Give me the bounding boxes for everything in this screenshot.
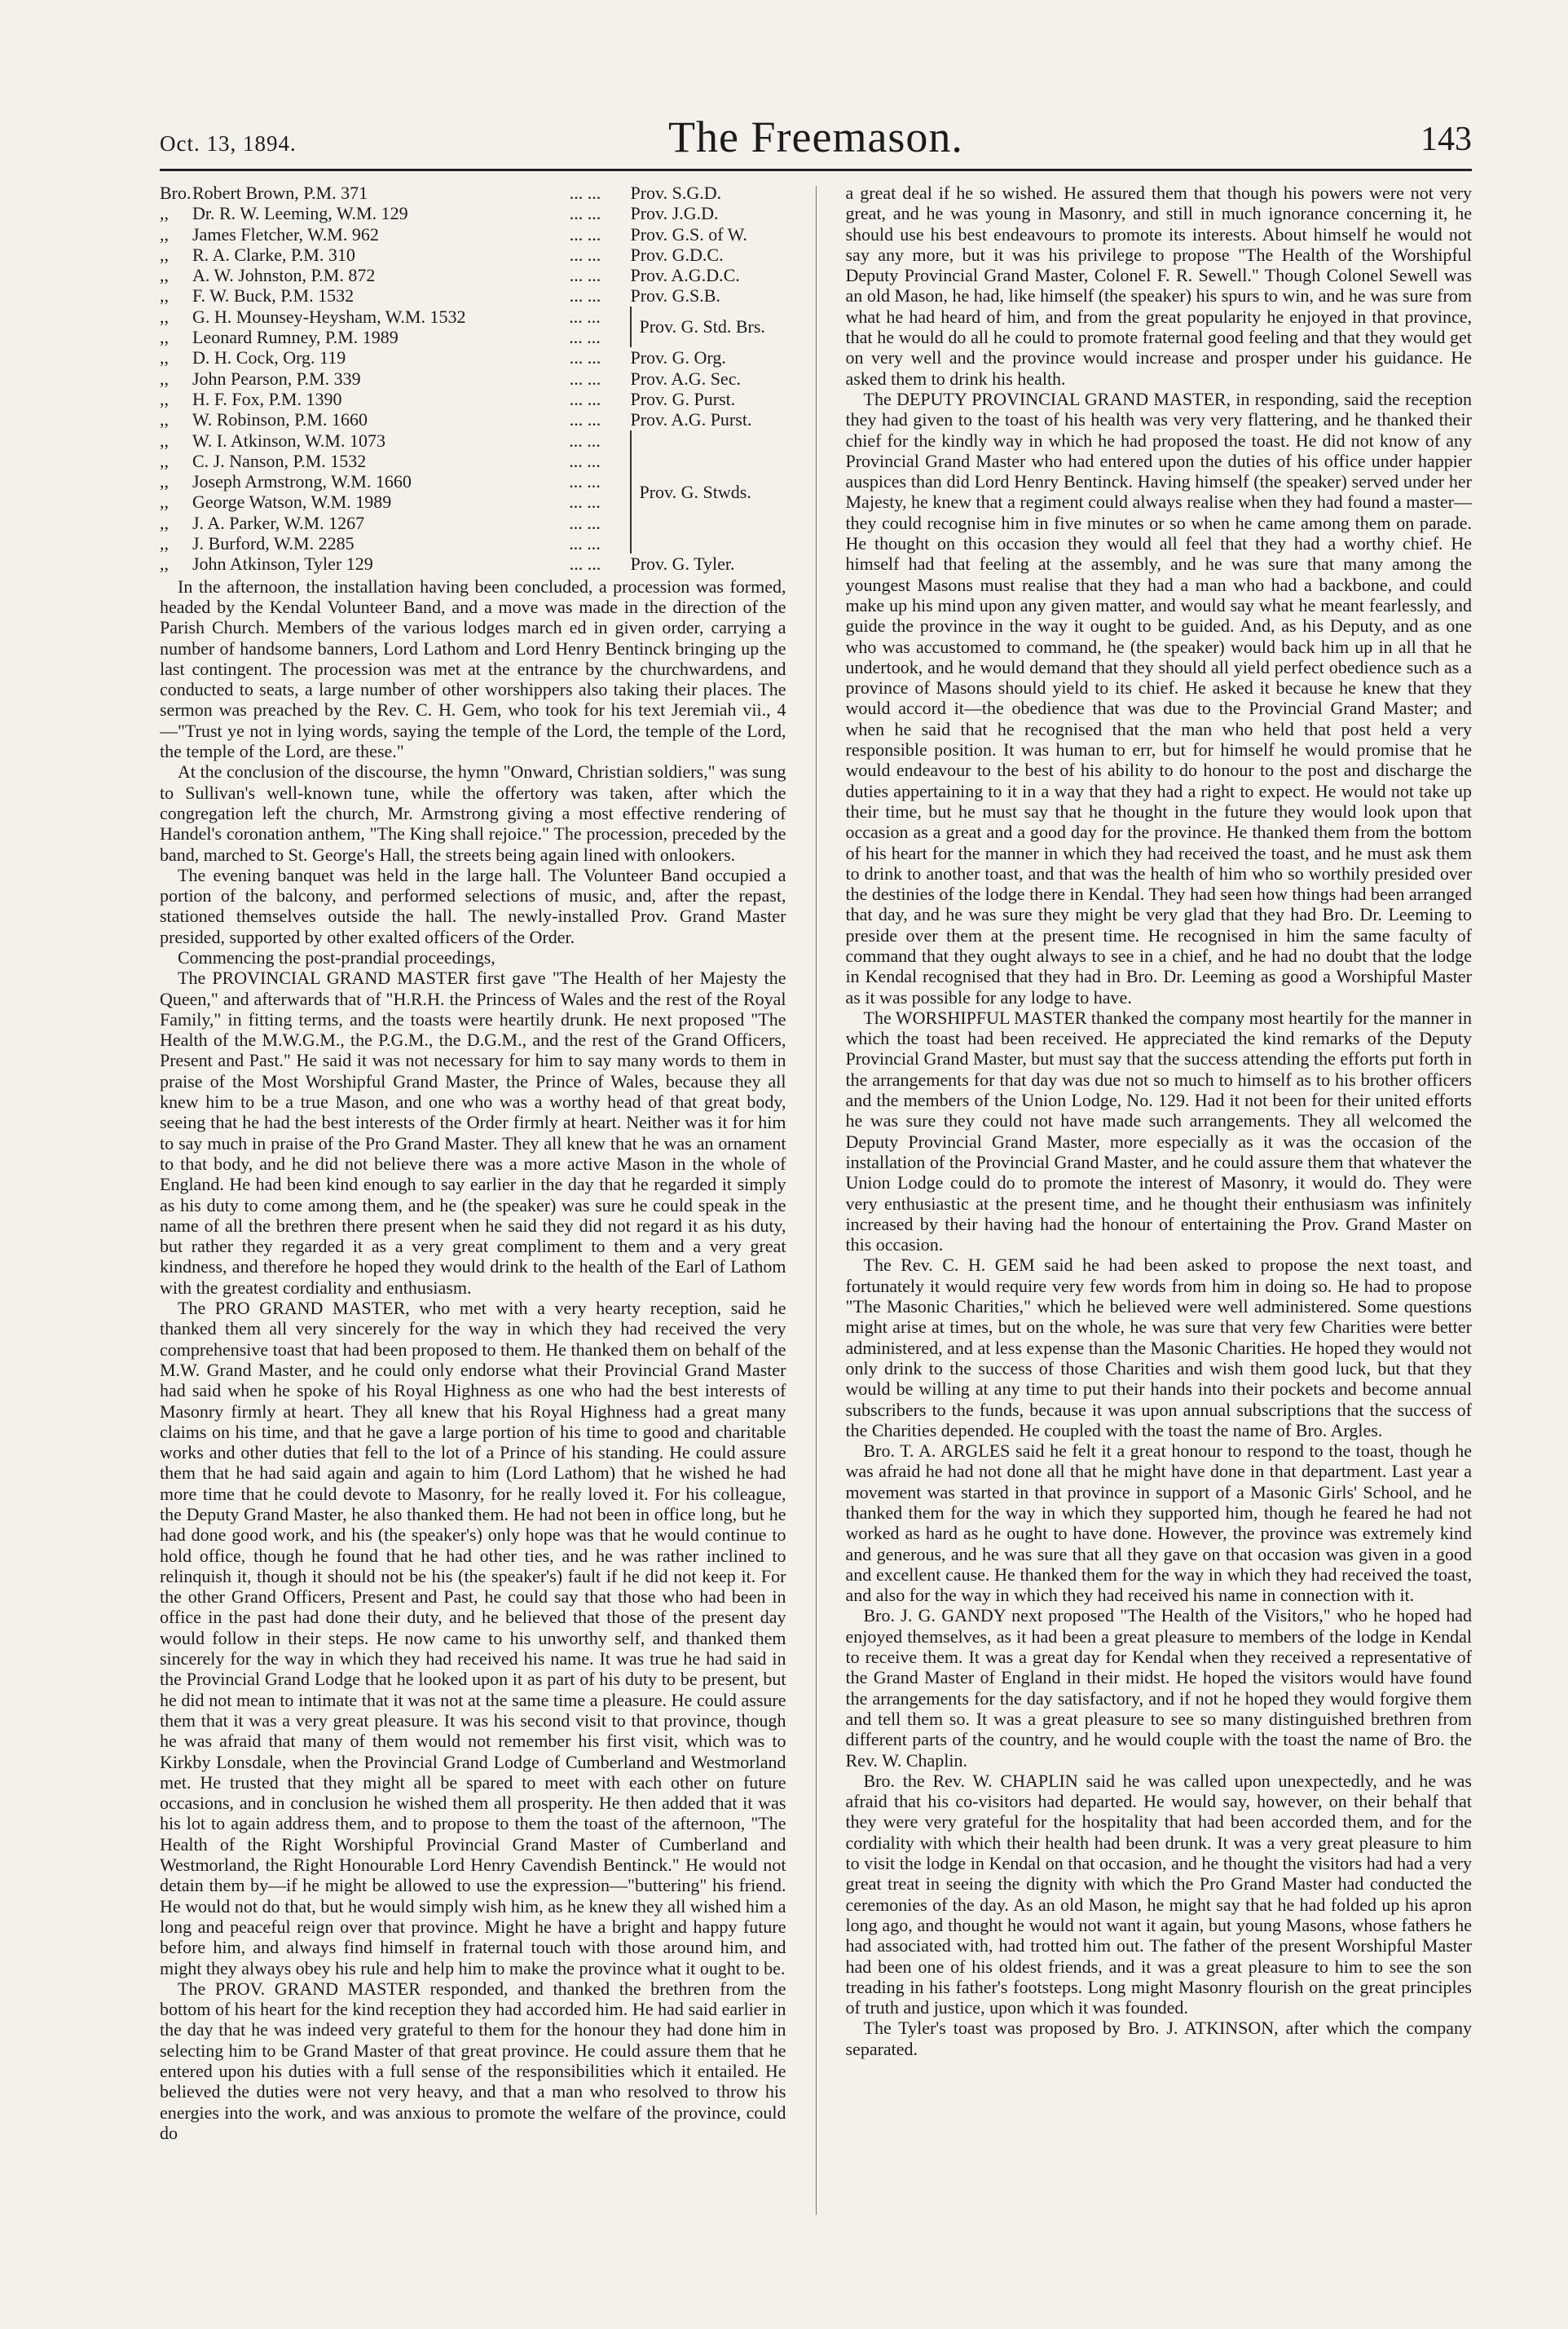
newspaper-title: The Freemason. — [668, 112, 963, 161]
issue-date: Oct. 13, 1894. — [160, 131, 297, 156]
officer-prefix: ,, — [160, 430, 169, 451]
article-paragraph: The Rev. C. H. GEM said he had been asked to propose the next toast, and fortunately it would require very few words from him in doing so. He had to propose "The Masonic Charities," which he believed were well administered. Some questions might arise at times, but on the whole, he was sure that very few Charities were better administered, and at less expense than the Masonic Charities. He hoped they would not only drink to the success of those Charities and wish them good luck, but that they would be willing at any time to put their hands into their pockets and become annual subscribers to the funds, because it was upon annual subscriptions that the success of the Charities depended. He coupled with the toast the name of Bro. Argles. — [845, 1255, 1472, 1440]
officer-prefix: ,, — [160, 244, 169, 265]
officer-prefix: ,, — [160, 471, 169, 492]
article-paragraph: Bro. the Rev. W. CHAPLIN said he was called upon unexpectedly, and he was afraid that his co-visitors had departed. He would say, however, on their behalf that they were very grateful for the hospitality that had been accorded them, and for the cordiality with which their health had been drunk. It was a very great pleasure to him to visit the lodge in Kendal on that occasion, and he thought the visitors had had a very great treat in seeing the dignity with which the Pro Grand Master had conducted the ceremonies of the day. As an old Mason, he might say that he had folded up his apron long ago, and thought he would not want it again, but young Masons, whose fathers he had associated with, had trotted him out. The father of the present Worshipful Master had been one of his oldest friends, and it was a great pleasure to him to see the son treading in his father's footsteps. Long might Masonry flourish on the great principles of truth and justice, upon which it was founded. — [845, 1770, 1472, 2018]
officer-name: George Watson, W.M. 1989 — [192, 492, 392, 513]
leader-dots: ... ... — [569, 244, 601, 265]
article-paragraph: The Tyler's toast was proposed by Bro. J. ATKINSON, after which the company separated. — [845, 2018, 1472, 2059]
officer-office: Prov. G. Std. Brs. — [631, 307, 786, 348]
article-paragraph: The PROV. GRAND MASTER responded, and thanked the brethren from the bottom of his heart for the kind reception they had accorded him. He had said earlier in the day that he was indeed very grateful to them for the honour they had done him in selecting him to be Grand Master of that great province. He could assure them that he entered upon his duties with a full sense of the responsibilities which it entailed. He believed the duties were not very heavy, and that a man who resolved to throw his energies into the work, and was anxious to promote the welfare of the province, could do — [160, 1978, 786, 2143]
officer-office: Prov. G. Purst. — [630, 388, 736, 409]
officer-prefix: ,, — [160, 450, 169, 471]
officer-name: D. H. Cock, Org. 119 — [192, 347, 346, 368]
officer-prefix: ,, — [160, 512, 169, 533]
officer-name: W. I. Atkinson, W.M. 1073 — [192, 430, 385, 451]
officer-office: Prov. A.G.D.C. — [630, 265, 740, 286]
officer-prefix: ,, — [160, 223, 169, 245]
officer-office: Prov. A.G. Purst. — [630, 409, 752, 430]
officer-office: Prov. G.D.C. — [630, 244, 724, 265]
leader-dots: ... ... — [569, 368, 601, 389]
leader-dots: ... ... — [569, 347, 601, 368]
officer-name: F. W. Buck, P.M. 1532 — [192, 285, 355, 307]
article-paragraph: The PROVINCIAL GRAND MASTER first gave "The Health of her Majesty the Queen," and afterwards that of "H.R.H. the Princess of Wales and the rest of the Royal Family," in fitting terms, and the toasts were heartily drunk. He next proposed "The Health of the M.W.G.M., the P.G.M., the D.G.M., and the rest of the Grand Officers, Present and Past." He said it was not necessary for him to say many words to them in praise of the Most Worshipful Grand Master, the Prince of Wales, because they all knew him to be a true Mason, and one who was a worthy head of that great body, seeing that he had the best interests of the Order firmly at heart. Neither was it for him to say much in praise of the Pro Grand Master. They all knew that he was an ornament to that body, and he did not believe there was a more active Mason in the whole of England. He had been kind enough to say earlier in the day that he regarded it simply as his duty to come among them, and he (the speaker) was sure he could speak in the name of all the brethren there present when he said they did not regard it as his duty, but rather they regarded it as a very great compliment to them and a very great kindness, and therefore he hoped they would drink to the health of the Earl of Lathom with the greatest cordiality and enthusiasm. — [160, 968, 786, 1298]
officer-row — [160, 409, 786, 430]
leader-dots: ... ... — [569, 223, 601, 245]
leader-dots: ... ... — [569, 554, 601, 575]
officers-table — [160, 183, 786, 575]
masthead — [160, 110, 1472, 167]
officer-name: James Fletcher, W.M. 962 — [192, 223, 379, 245]
officer-prefix: ,, — [160, 285, 169, 307]
officer-name: H. F. Fox, P.M. 1390 — [192, 388, 342, 409]
officer-prefix: ,, — [160, 409, 169, 430]
officer-name: John Pearson, P.M. 339 — [192, 368, 361, 389]
officer-name: J. Burford, W.M. 2285 — [192, 533, 355, 554]
officer-row — [160, 368, 786, 389]
officer-name: Dr. R. W. Leeming, W.M. 129 — [192, 203, 408, 224]
officer-prefix: ,, — [160, 347, 169, 368]
leader-dots: ... ... — [569, 430, 601, 451]
officer-row — [160, 203, 786, 223]
officer-row — [160, 265, 786, 285]
article-paragraph: The DEPUTY PROVINCIAL GRAND MASTER, in responding, said the reception they had given to the toast of his health was very very flattering, and he thanked their chief for the kindly way in which he had proposed the toast. He did not know of any Provincial Grand Master who had entered upon the duties of his office under happier auspices than did Lord Henry Bentinck. Having himself (the speaker) served under her Majesty, he knew that a regiment could always realise when they had found a master—they could recognise him in five minutes or so when he came among them on parade. He thought on this occasion they would all feel that they had a worthy chief. He himself had that feeling at the assembly, and he was sure that many among the youngest Masons must realise that they had a man who had a backbone, and could make up his mind upon any given matter, and would say what he meant fearlessly, and guide the province in the way it ought to be guided. And, as his Deputy, and as one who was accustomed to command, he (the speaker) would back him up in all that he undertook, and he would demand that they should all yield perfect obedience such as a province of Masons should yield to its chief. He asked it because he knew that they would accord it—the obedience that was due to the Provincial Grand Master; and when he said that he recognised that the man who held that post held a very responsible position. It was human to err, but for himself he would promise that he would endeavour to the best of his ability to do honour to the post and discharge the duties appertaining to it in a way that they had a right to expect. He would not take up their time, but he must say that he thought in the future they would look upon that occasion as a great and a good day for the province. He thanked them from the bottom of his heart for the manner in which they had received the toast, and he must ask them to drink to another toast, and that was the health of him who so worthily presided over the destinies of the lodge there in Kendal. They had seen how things had been arranged that day, and he was sure they might be very glad that they had Bro. Dr. Leeming to preside over them at the present time. He recognised in him the same faculty of command that they ought always to see in a chief, and he had no doubt that the lodge in Kendal recognised that they had in Bro. Dr. Leeming as good a Worshipful Master as it was possible for any lodge to have. — [845, 388, 1472, 1008]
officer-name: C. J. Nanson, P.M. 1532 — [192, 450, 367, 471]
leader-dots: ... ... — [569, 471, 601, 492]
officer-row — [160, 347, 786, 368]
officer-prefix: ,, — [160, 368, 169, 389]
officer-row — [160, 554, 786, 574]
officer-office: Prov. G.S. of W. — [630, 223, 747, 245]
officer-row — [160, 389, 786, 409]
article-paragraph: Commencing the post-prandial proceedings, — [178, 946, 496, 968]
officer-name: A. W. Johnston, P.M. 872 — [192, 265, 376, 286]
officer-row — [160, 245, 786, 265]
officer-office: Prov. J.G.D. — [630, 203, 719, 224]
leader-dots: ... ... — [569, 533, 601, 554]
column-divider — [816, 186, 817, 2215]
article-paragraph: a great deal if he so wished. He assured them that though his powers were not very great, and he was young in Masonry, and still in much ignorance concerning it, he should use his best endeavours to promote its interests. About himself he would not say any more, but it was his privilege to propose "The Health of the Worshipful Deputy Provincial Grand Master, Colonel F. R. Sewell." Though Colonel Sewell was an old Mason, he had, like himself (the speaker) his spurs to win, and he was sure from what he had heard of him, and from the great popularity he enjoyed in that province, that he would do all he could to promote fraternal good feeling and that they would get on very well and the province would increase and prosper under his guidance. He asked them to drink his health. — [845, 183, 1472, 389]
leader-dots: ... ... — [569, 306, 601, 327]
officer-row — [160, 285, 786, 306]
officer-prefix: ,, — [160, 533, 169, 554]
officer-office: Prov. G. Stwds. — [631, 430, 786, 554]
officer-name: W. Robinson, P.M. 1660 — [192, 409, 368, 430]
masthead-rule — [160, 169, 1472, 171]
officer-prefix: ,, — [160, 492, 169, 513]
leader-dots: ... ... — [569, 265, 601, 286]
officer-prefix: ,, — [160, 327, 169, 348]
officer-name: John Atkinson, Tyler 129 — [192, 554, 373, 575]
officer-office: Prov. G. Tyler. — [630, 554, 735, 575]
article-paragraph: At the conclusion of the discourse, the hymn "Onward, Christian soldiers," was sung to Sullivan's well-known tune, while the offertory was taken, after which the congregation left the church, Mr. Armstrong giving a most effective rendering of Handel's coronation anthem, "The King shall rejoice." The procession, preceded by the band, marched to St. George's Hall, the streets being again lined with onlookers. — [160, 761, 786, 865]
officer-office: Prov. A.G. Sec. — [630, 368, 741, 389]
page-number: 143 — [1420, 121, 1472, 158]
left-column — [160, 183, 786, 2280]
leader-dots: ... ... — [569, 327, 601, 348]
officer-prefix: ,, — [160, 265, 169, 286]
officer-prefix: ,, — [160, 203, 169, 224]
officer-office: Prov. G.S.B. — [630, 285, 720, 307]
leader-dots: ... ... — [569, 492, 601, 513]
officer-name: G. H. Mounsey-Heysham, W.M. 1532 — [192, 306, 466, 327]
article-paragraph: The WORSHIPFUL MASTER thanked the company most heartily for the manner in which the toast had been received. He appreciated the kind remarks of the Deputy Provincial Grand Master, but must say that the success attending the efforts put forth in the arrangements for that day was due not so much to himself as to his brother officers and the members of the Union Lodge, No. 129. Had it not been for their united efforts he was sure they could not have made such arrangements. They all welcomed the Deputy Provincial Grand Master, more especially as it was the occasion of the installation of the Provincial Grand Master, and he could assure them that whatever the Union Lodge could do to promote the interest of Masonry, it would do. They were very enthusiastic at the present time, and he thought their enthusiasm was infinitely increased by their having had the honour of entertaining the Prov. Grand Master on this occasion. — [845, 1007, 1472, 1255]
officer-name: Joseph Armstrong, W.M. 1660 — [192, 471, 412, 492]
officer-name: R. A. Clarke, P.M. 310 — [192, 244, 355, 265]
officer-prefix: ,, — [160, 388, 169, 409]
officer-office: Prov. S.G.D. — [630, 183, 722, 203]
leader-dots: ... ... — [569, 285, 601, 307]
officer-row — [160, 307, 786, 327]
leader-dots: ... ... — [569, 388, 601, 409]
officer-name: Leonard Rumney, P.M. 1989 — [192, 327, 399, 348]
article-paragraph: In the afternoon, the installation having been concluded, a procession was formed, headed by the Kendal Volunteer Band, and a move was made in the direction of the Parish Church. Members of the various lodges march ed in given order, carrying a number of handsome banners, Lord Lathom and Lord Henry Bentinck bringing up the last contingent. The procession was met at the entrance by the churchwardens, and conducted to seats, a large number of other worshippers also taking their places. The sermon was preached by the Rev. C. H. Gem, who took for his text Jeremiah vii., 4—"Trust ye not in lying words, saying the temple of the Lord, the temple of the Lord, the temple of the Lord, are these." — [160, 576, 786, 762]
article-paragraph: Bro. J. G. GANDY next proposed "The Health of the Visitors," who he hoped had enjoyed themselves, as it had been a great pleasure to members of the lodge in Kendal to receive them. It was a great day for Kendal when they received a representative of the Grand Master of England in their midst. He hoped the visitors would have found the arrangements for the day satisfactory, and if not he hoped they would forgive them and tell them so. It was a great pleasure to see so many distinguished brethren from different parts of the country, and he would couple with the toast the name of Bro. the Rev. W. Chaplin. — [845, 1605, 1472, 1771]
leader-dots: ... ... — [569, 512, 601, 533]
officer-prefix: ,, — [160, 306, 169, 327]
officer-prefix: Bro. — [160, 183, 192, 203]
article-paragraph: Bro. T. A. ARGLES said he felt it a great honour to respond to the toast, though he was afraid he had not done all that he might have done in that department. Last year a movement was started in that province in support of a Masonic Girls' School, and he thanked them for the way in which they supported him, though he feared he had not worked as hard as he ought to have done. However, the province was extremely kind and generous, and he was sure that all they gave on that occasion was given in a good and excellent cause. He thanked them for the way in which they had received the toast, and also for the way in which they had received his name in connection with it. — [845, 1440, 1472, 1606]
leader-dots: ... ... — [569, 203, 601, 224]
leader-dots: ... ... — [569, 450, 601, 471]
leader-dots: ... ... — [569, 183, 601, 203]
officer-office: Prov. G. Org. — [630, 347, 726, 368]
leader-dots: ... ... — [569, 409, 601, 430]
officer-name: J. A. Parker, W.M. 1267 — [192, 512, 365, 533]
officer-name: Robert Brown, P.M. 371 — [192, 183, 368, 203]
officer-prefix: ,, — [160, 554, 169, 575]
article-paragraph: The PRO GRAND MASTER, who met with a very hearty reception, said he thanked them all very sincerely for the way in which they had received the very comprehensive toast that had been proposed to them. He thanked them on behalf of the M.W. Grand Master, and he could only endorse what their Provincial Grand Master had said when he spoke of his Royal Highness as one who had the best interests of Masonry firmly at heart. They all knew that his Royal Highness had a great many claims on his time, and that he gave a large portion of his time to good and charitable works and other duties that fell to the lot of a Prince of his standing. He could assure them that he had said again and again to him (Lord Lathom) that he wished he had more time that he could devote to Masonry, for he really loved it. For his colleague, the Deputy Grand Master, he also thanked them. He had not been in office long, but he had done good work, and his (the speaker's) only hope was that he would continue to hold office, though he found that he had other ties, and he was rather inclined to relinquish it, though it should not be his (the speaker's) fault if he did not keep it. For the other Grand Officers, Present and Past, he could say that those who had been in office in the past had done their duty, and he believed that those of the present day would follow in their steps. He now came to his unworthy self, and thanked them sincerely for the way in which they had received his name. It was true he had said in the Provincial Grand Lodge that he looked upon it as part of his duty to be present, but he did not mean to intimate that it was not at the same time a pleasure. He could assure them that it was a very great pleasure. It was his second visit to that province, though he was afraid that many of them would not remember his first visit, which was to Kirkby Lonsdale, when the Provincial Grand Lodge of Cumberland and Westmorland met. He trusted that they might all be spared to meet with each other on future occasions, and in conclusion he wished them all prosperity. He then added that it was his lot to again address them, and to propose to them the toast of the afternoon, "The Health of the Right Worshipful Provincial Grand Master of Cumberland and Westmorland, the Right Honourable Lord Henry Cavendish Bentinck." He would not detain them by—if he might be allowed to use the expression—"buttering" his friend. He would not do that, but he would simply wish him, as he knew they all wished him a long and peaceful reign over that province. Might he have a bright and happy future before him, and always find himself in fraternal touch with those around him, and might they always obey his rule and help him to make the province what it ought to be. — [160, 1298, 786, 1978]
article-paragraph: The evening banquet was held in the large hall. The Volunteer Band occupied a portion of the balcony, and performed selections of music, and, after the repast, stationed themselves outside the hall. The newly-installed Prov. Grand Master presided, supported by other exalted officers of the Order. — [160, 864, 786, 947]
officer-row — [160, 430, 786, 451]
officer-row — [160, 224, 786, 245]
right-column — [846, 183, 1473, 2280]
officer-row — [160, 183, 786, 203]
